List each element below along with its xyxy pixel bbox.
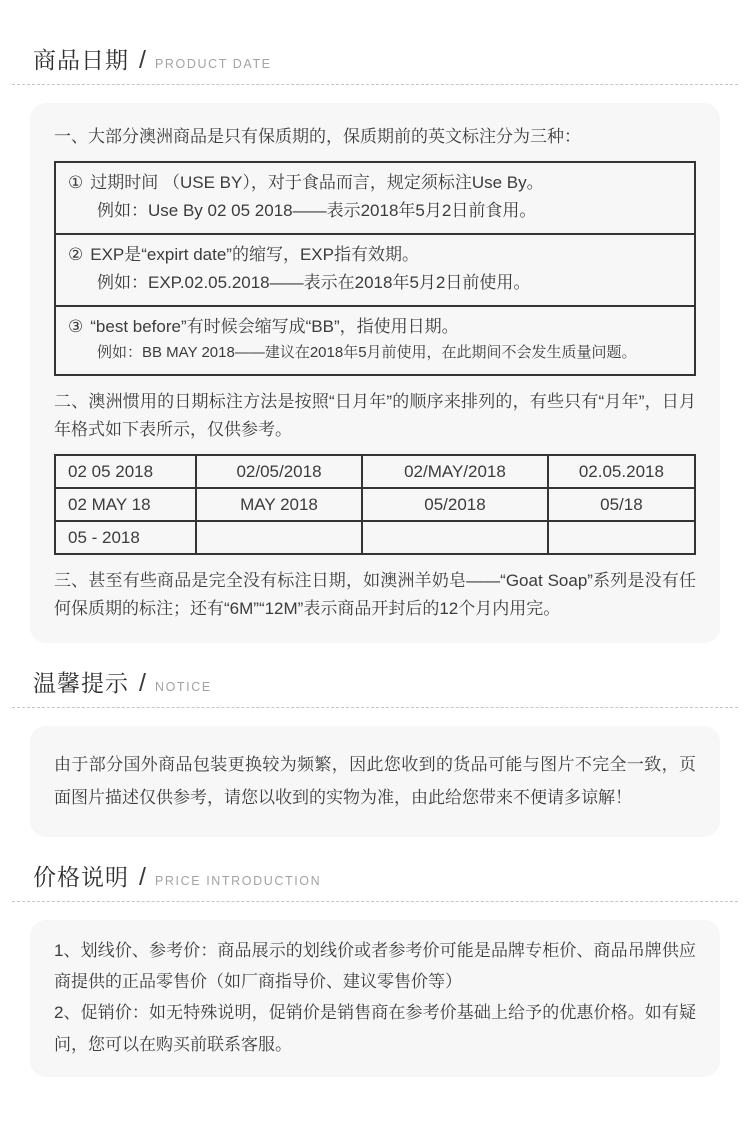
title-slash-divider: / <box>139 669 146 698</box>
table-row <box>56 233 694 305</box>
date-format-cell: 02/MAY/2018 <box>362 455 548 488</box>
date-format-cell: 02 05 2018 <box>55 455 196 488</box>
table-row <box>55 521 695 554</box>
dashed-divider <box>12 84 738 85</box>
note-text: 过期时间 （USE BY），对于食品而言，规定须标注Use By。 <box>90 173 544 193</box>
notice-panel <box>30 726 720 836</box>
shelf-life-label-table <box>54 161 696 376</box>
note-example: 例如：EXP.02.05.2018——表示在2018年5月2日前使用。 <box>97 273 531 293</box>
product-date-intro-2: 二、澳洲惯用的日期标注方法是按照“日月年”的顺序来排列的，有些只有“月年”，日月年格式如下表所示，仅供参考。 <box>54 392 696 440</box>
date-format-cell: 05/2018 <box>362 488 548 521</box>
title-slash-divider: / <box>139 46 146 74</box>
table-row <box>56 305 694 374</box>
date-format-cell: 05 - 2018 <box>55 521 196 554</box>
date-format-cell: 05/18 <box>548 488 695 521</box>
title-slash-divider: / <box>139 862 146 891</box>
note-text: EXP是“expirt date”的缩写，EXP指有效期。 <box>90 245 419 265</box>
price-line-2: 2、促销价：如无特殊说明，促销价是销售商在参考价基础上给予的优惠价格。如有疑问，您可以在购买前联系客服。 <box>54 1003 696 1054</box>
date-format-cell: 02.05.2018 <box>548 455 695 488</box>
table-row <box>56 163 694 233</box>
price-line-1: 1、划线价、参考价：商品展示的划线价或者参考价可能是品牌专柜价、商品吊牌供应商提供的正品零售价（如厂商指导价、建议零售价等） <box>54 940 696 991</box>
date-format-cell <box>362 521 548 554</box>
notice-title-en: NOTICE <box>154 680 212 695</box>
row-number-badge: ② <box>68 245 84 265</box>
section-notice <box>0 665 750 836</box>
product-date-title-cn: 商品日期 <box>33 47 129 73</box>
price-panel <box>30 920 720 1078</box>
section-price <box>0 859 750 1078</box>
table-row <box>55 455 695 488</box>
product-detail-info-page <box>0 42 750 1077</box>
date-format-cell: 02 MAY 18 <box>55 488 196 521</box>
dashed-divider <box>12 707 738 708</box>
product-date-intro-3: 三、甚至有些商品是完全没有标注日期，如澳洲羊奶皂——“Goat Soap”系列是没有任何保质期的标注；还有“6M”“12M”表示商品开封后的12个月内用完。 <box>54 571 696 619</box>
notice-body: 由于部分国外商品包装更换较为频繁，因此您收到的货品可能与图片不完全一致，页面图片描述仅供参考，请您以收到的实物为准，由此给您带来不便请多谅解！ <box>54 755 696 808</box>
product-date-intro-1: 一、大部分澳洲商品是只有保质期的，保质期前的英文标注分为三种： <box>54 127 581 146</box>
product-date-header <box>0 42 750 75</box>
note-example: 例如：BB MAY 2018——建议在2018年5月前使用，在此期间不会发生质量问题。 <box>97 344 637 362</box>
price-title-en: PRICE INTRODUCTION <box>154 873 322 888</box>
note-example: 例如：Use By 02 05 2018——表示2018年5月2日前食用。 <box>97 201 537 221</box>
date-format-table <box>54 454 696 555</box>
notice-title-cn: 温馨提示 <box>33 670 129 697</box>
product-date-panel <box>30 103 720 643</box>
date-format-cell <box>196 521 362 554</box>
price-title-cn: 价格说明 <box>33 863 129 890</box>
price-header <box>0 859 750 892</box>
dashed-divider <box>12 901 738 902</box>
table-row <box>55 488 695 521</box>
date-format-cell <box>548 521 695 554</box>
section-product-date <box>0 42 750 643</box>
row-number-badge: ① <box>68 173 84 193</box>
date-format-cell: MAY 2018 <box>196 488 362 521</box>
product-date-title-en: PRODUCT DATE <box>154 57 272 71</box>
date-format-cell: 02/05/2018 <box>196 455 362 488</box>
note-text: “best before”有时候会缩写成“BB”，指使用日期。 <box>90 317 459 337</box>
row-number-badge: ③ <box>68 317 84 337</box>
notice-header <box>0 665 750 698</box>
